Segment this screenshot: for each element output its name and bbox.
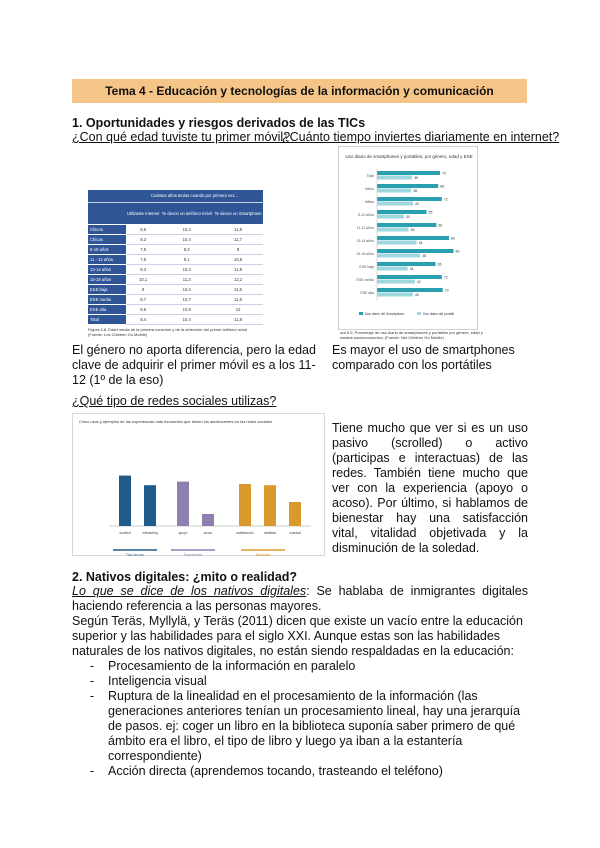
table-col-header: Te dieron un teléfono móvil xyxy=(160,202,213,224)
table-cell: 7,9 xyxy=(126,254,160,264)
chart-caption: ura 5.9. Porcentaje de uso diario de smartphones y portátiles por género, edad y estatus socioeconómico. (Fuente: Net Children Go Mobile) xyxy=(340,330,483,340)
table-corner xyxy=(88,190,126,202)
bar xyxy=(264,485,276,526)
table-col-header: Utilizaste Internet xyxy=(126,202,160,224)
table-row xyxy=(88,264,263,274)
bar-value: 68 xyxy=(440,184,445,189)
table-row xyxy=(88,244,263,254)
category-label: ESE media xyxy=(356,278,374,282)
section1-heading: 1. Oportunidades y riesgos derivados de las TICs xyxy=(72,116,366,130)
row-label: ESE alta xyxy=(88,304,126,314)
table-cell: 7,5 xyxy=(126,244,160,254)
table-cell: 11,7 xyxy=(213,234,263,244)
bar xyxy=(377,171,440,175)
table-cell: 10,6 xyxy=(213,254,263,264)
table-row xyxy=(88,294,263,304)
bar xyxy=(377,228,409,232)
list-item: - Inteligencia visual xyxy=(90,674,528,689)
table-col-header: Te dieron un Smartphone xyxy=(213,202,263,224)
table-cell: 11,3 xyxy=(160,274,213,284)
group-label: Bienestar xyxy=(255,553,271,557)
category-label: vitalidad xyxy=(263,531,277,535)
smartphone-note: Es mayor el uso de smartphones comparado con los portátiles xyxy=(332,343,515,372)
table-cell: 11,9 xyxy=(213,264,263,274)
bar-value: 80 xyxy=(451,236,455,241)
row-label: 8-10 años xyxy=(88,244,126,254)
table-cell: 10,4 xyxy=(160,284,213,294)
bar-value: 85 xyxy=(455,249,460,254)
group-label: Tipo de uso xyxy=(125,553,145,557)
question-internet-time: ¿Cuánto tiempo inviertes diariamente en internet? xyxy=(282,130,560,144)
table-row xyxy=(88,224,263,234)
bar-value: 72 xyxy=(443,275,448,280)
table-cell: 10,4 xyxy=(160,314,213,324)
table-cell: 9 xyxy=(126,284,160,294)
bar-value: 70 xyxy=(442,171,446,176)
row-label: ESE baja xyxy=(88,284,126,294)
table-row xyxy=(88,234,263,244)
smartphone-laptop-chart xyxy=(338,146,478,330)
chart-title: Uso diario de smartphones y portátiles, por género, edad y ESE xyxy=(345,154,473,159)
table-cell: 11,9 xyxy=(213,224,263,234)
table-cell: 8,3 xyxy=(160,244,213,254)
bar xyxy=(377,197,442,201)
bar xyxy=(377,189,411,193)
row-label: Total xyxy=(88,314,126,324)
bar-value: 30 xyxy=(406,215,410,219)
bar xyxy=(289,502,301,526)
bar-value: 65 xyxy=(437,262,442,267)
table-cell: 10,4 xyxy=(160,234,213,244)
bar-value: 34 xyxy=(409,267,414,271)
bar-value: 66 xyxy=(438,223,443,228)
table-cell: 11,6 xyxy=(213,284,263,294)
table-title: Cuántos años tenías cuando por primera vez... xyxy=(126,190,263,202)
category-label: ESE alta xyxy=(360,291,374,295)
bar-value: 35 xyxy=(410,228,415,232)
section2-heading: 2. Nativos digitales: ¿mito o realidad? xyxy=(72,570,298,584)
table-cell: 8,6 xyxy=(126,304,160,314)
bar xyxy=(377,275,442,279)
table-cell: 9 xyxy=(213,244,263,254)
paragraph1-rest: : Se hablaba de inmigrantes digitales haciendo referencia a las personas mayores. xyxy=(72,584,528,613)
legend-swatch xyxy=(359,312,363,315)
gender-note: El género no aporta diferencia, pero la edad clave de adquirir el primer móvil es a los 11-12 (1º de la eso) xyxy=(72,343,316,387)
skills-list xyxy=(90,659,528,779)
bar xyxy=(377,236,449,240)
chart-title: Cinco usos y ejemplos de las experiencias más frecuentes que tienen los adolescentes en las redes sociales xyxy=(79,419,272,424)
category-label: Niños xyxy=(365,187,374,191)
bar xyxy=(377,184,438,188)
category-label: satisfacción xyxy=(236,531,254,535)
table-cell: 8,7 xyxy=(126,294,160,304)
list-item: - Ruptura de la linealidad en el procesamiento de la información (las generaciones anteriores tenían un procesamiento lineal, hay una jerarquía de pasos. ej: coger un libro en la biblioteca suponía saber primero de qué ámbito era el libro, el tipo de libro y luego ya iban a la estantería correspondiente) xyxy=(90,689,528,764)
bar-value: 42 xyxy=(416,280,421,284)
legend-swatch xyxy=(417,312,421,315)
first-phone-age-table xyxy=(88,190,284,338)
table-cell: 10,7 xyxy=(160,294,213,304)
row-label: Chicas xyxy=(88,234,126,244)
group-label: Experiencia xyxy=(183,553,203,557)
digital-natives-phrase: Lo que se dice de los nativos digitales xyxy=(72,584,307,598)
table-cell: 12,2 xyxy=(213,274,263,284)
bar xyxy=(377,280,415,284)
bar xyxy=(377,210,427,214)
bar-value: 73 xyxy=(444,288,449,293)
row-label: 11 - 12 años xyxy=(88,254,126,264)
legend-label: Uso diario del portátil xyxy=(423,312,454,316)
category-label: Total xyxy=(366,174,374,178)
section2-paragraph1 xyxy=(72,584,528,614)
table-cell: 10,9 xyxy=(160,304,213,314)
bar xyxy=(144,485,156,526)
row-label: Chicos xyxy=(88,224,126,234)
bar-value: 38 xyxy=(413,189,418,193)
table-cell: 11,8 xyxy=(213,314,263,324)
bar xyxy=(377,223,436,227)
row-label: 13-14 años xyxy=(88,264,126,274)
table-cell: 8,3 xyxy=(126,264,160,274)
bar xyxy=(377,288,443,292)
bar xyxy=(377,267,408,271)
table-row xyxy=(88,254,263,264)
list-item: - Acción directa (aprendemos tocando, trasteando el teléfono) xyxy=(90,764,528,779)
bar xyxy=(377,241,417,245)
row-label: 15-18 años xyxy=(88,274,126,284)
social-network-use-chart xyxy=(72,413,325,556)
bar xyxy=(202,514,214,526)
category-label: 11-12 años xyxy=(356,226,374,230)
list-item: - Procesamiento de la información en paralelo xyxy=(90,659,528,674)
category-label: acoso xyxy=(203,531,213,535)
category-label: 13-14 años xyxy=(356,239,374,243)
category-label: interacting xyxy=(142,531,158,535)
category-label: ESE baja xyxy=(359,265,374,269)
bar xyxy=(377,202,413,206)
bar xyxy=(377,215,404,219)
bar xyxy=(377,262,436,266)
bar-value: 72 xyxy=(443,197,448,202)
bar xyxy=(239,484,251,526)
question-first-phone: ¿Con qué edad tuviste tu primer móvil? xyxy=(72,130,291,144)
table-row xyxy=(88,274,263,284)
bar xyxy=(119,476,131,526)
legend-label: Uso diario del Smartphone xyxy=(365,312,405,316)
table-row xyxy=(88,304,263,314)
table-cell: 10,4 xyxy=(160,224,213,234)
table-cell: 8,6 xyxy=(126,224,160,234)
bar xyxy=(377,249,454,253)
category-label: soledad xyxy=(289,531,301,535)
table-cell: 10,1 xyxy=(126,274,160,284)
table-row xyxy=(88,314,263,324)
table-row xyxy=(88,284,263,294)
page-title: Tema 4 - Educación y tecnologías de la información y comunicación xyxy=(72,79,527,103)
category-label: apoyo xyxy=(178,531,188,535)
table-cell: 8,3 xyxy=(126,234,160,244)
bar-value: 40 xyxy=(415,202,419,206)
table-caption: Figura 5.8. Edad media de la primera conexión y de la obtención del primer teléfono móvil. (Fuente: Los Children Go Mobile) xyxy=(88,326,249,337)
category-label: Niñas xyxy=(365,200,374,204)
table-cell: 8,4 xyxy=(126,314,160,324)
bar xyxy=(177,482,189,526)
bar-value: 39 xyxy=(414,176,419,180)
category-label: scrolled xyxy=(119,531,131,535)
table-cell: 10,3 xyxy=(160,264,213,274)
bar-value: 44 xyxy=(418,241,423,245)
row-label: ESE media xyxy=(88,294,126,304)
table-cell: 9,1 xyxy=(160,254,213,264)
bar-value: 40 xyxy=(415,293,419,297)
table-cell: 12 xyxy=(213,304,263,314)
question-social-networks: ¿Qué tipo de redes sociales utilizas? xyxy=(72,394,277,408)
section2-paragraph2: Según Teräs, Myllylä, y Teräs (2011) dicen que existe un vacío entre la educación superior y las habilidades para el siglo XXI. Aunque estas son las habilidades naturales de los nativos digitales, no están siendo respaldadas en la educación: xyxy=(72,614,523,658)
bar-value: 48 xyxy=(422,254,427,258)
category-label: 8-10 años xyxy=(358,213,374,217)
bar xyxy=(377,176,412,180)
social-networks-note: Tiene mucho que ver si es un uso pasivo (scrolled) o activo (participas e interactuas) de las redes. También tiene mucho que ver con la experiencia (apoyo o acoso). Por último, si hablamos de bienestar hay una satisfacción vital, vitalidad objetivada y la disminución de la soledad. xyxy=(332,421,528,555)
bar-value: 55 xyxy=(428,210,433,215)
bar xyxy=(377,254,420,258)
table-cell: 11,6 xyxy=(213,294,263,304)
table-corner-2 xyxy=(88,202,126,224)
category-label: 15-16 años xyxy=(356,252,374,256)
bar xyxy=(377,293,413,297)
